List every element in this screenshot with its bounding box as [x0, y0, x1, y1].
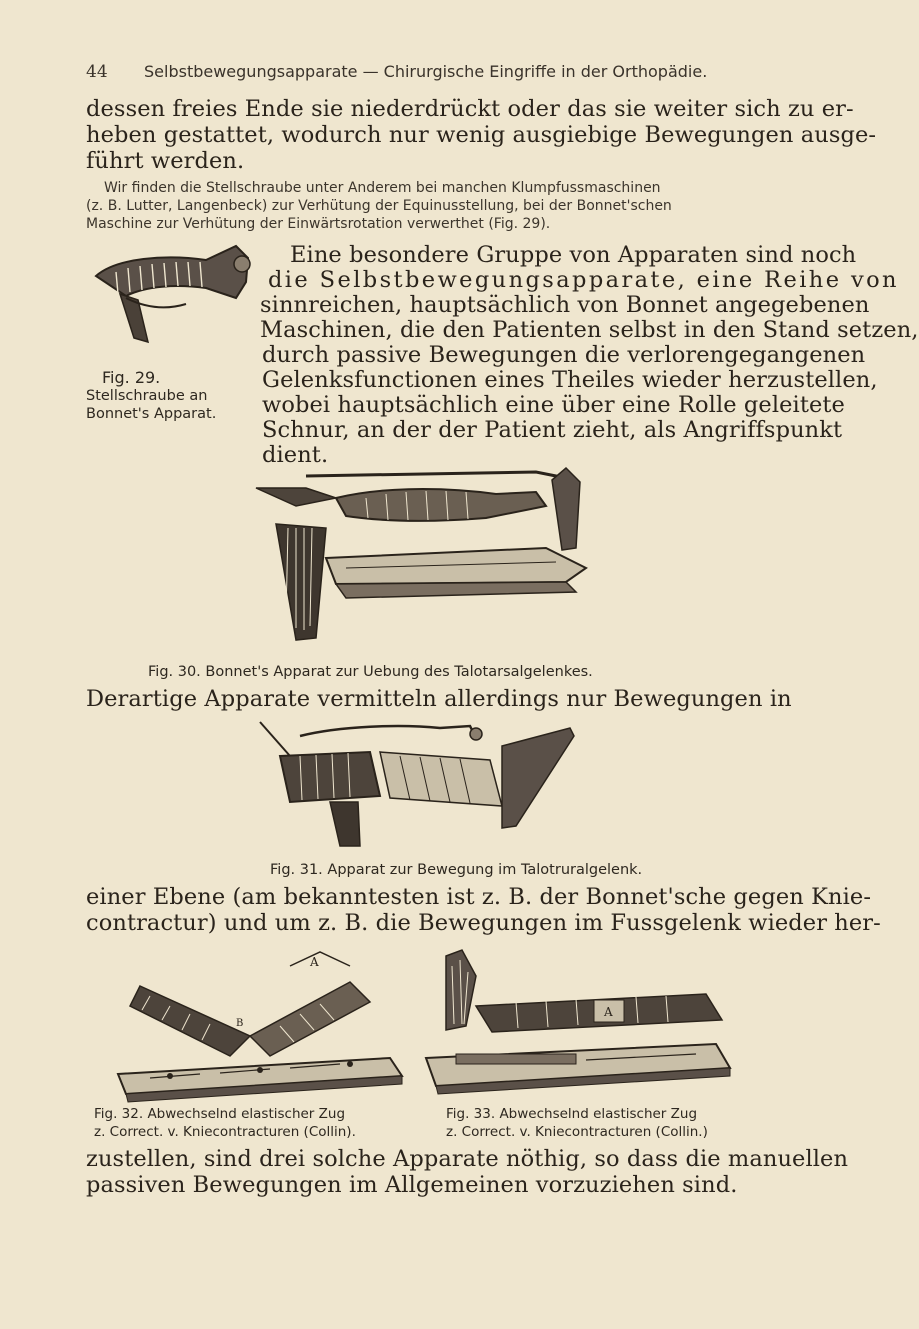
- para2-line-1: Eine besondere Gruppe von Apparaten sind noch: [290, 242, 857, 268]
- para4-line-2: passiven Bewegungen im Allgemeinen vorzuziehen sind.: [86, 1172, 738, 1198]
- note-line-1: Wir finden die Stellschraube unter Anderem bei manchen Klumpfussmaschinen: [104, 180, 661, 196]
- fig29-caption-2: Bonnet's Apparat.: [86, 406, 217, 422]
- page-number: 44: [86, 62, 108, 82]
- fig30-illustration: [236, 458, 596, 658]
- fig32-illustration: [110, 946, 410, 1104]
- para2-line-8: Schnur, an der der Patient zieht, als Angriffspunkt: [262, 417, 843, 443]
- fig33-label-a: A: [604, 1005, 613, 1019]
- fig33-illustration: [416, 946, 736, 1104]
- note-line-3: Maschine zur Verhütung der Einwärtsrotation verwerthet (Fig. 29).: [86, 216, 551, 232]
- para1-line-3: führt werden.: [86, 148, 245, 174]
- fig33-caption-1: Fig. 33. Abwechselnd elastischer Zug: [446, 1106, 698, 1122]
- running-title: Selbstbewegungsapparate — Chirurgische Eingriffe in der Orthopädie.: [144, 62, 708, 81]
- note-line-2: (z. B. Lutter, Langenbeck) zur Verhütung der Equinusstellung, bei der Bonnet'schen: [86, 198, 672, 214]
- fig29-caption-1: Stellschraube an: [86, 388, 208, 404]
- para3-line-1: einer Ebene (am bekanntesten ist z. B. der Bonnet'sche gegen Knie-: [86, 884, 872, 910]
- fig33-caption-2: z. Correct. v. Kniecontracturen (Collin.): [446, 1124, 708, 1140]
- fig32-caption-1: Fig. 32. Abwechselnd elastischer Zug: [94, 1106, 346, 1122]
- fig31-illustration: [240, 716, 580, 856]
- para3-line-2: contractur) und um z. B. die Bewegungen im Fussgelenk wieder her-: [86, 910, 881, 936]
- fig30-caption: Fig. 30. Bonnet's Apparat zur Uebung des Talotarsalgelenkes.: [148, 664, 593, 680]
- fig31-caption: Fig. 31. Apparat zur Bewegung im Talotruralgelenk.: [270, 862, 643, 878]
- para2-line-5: durch passive Bewegungen die verlorengegangenen: [262, 342, 866, 368]
- fig29-label: Fig. 29.: [102, 368, 161, 387]
- para4-line-1: zustellen, sind drei solche Apparate nöthig, so dass die manuellen: [86, 1146, 849, 1172]
- para2-line-6: Gelenksfunctionen eines Theiles wieder herzustellen,: [262, 367, 878, 393]
- fig32-label-a: A: [310, 955, 319, 969]
- para1-line-2: heben gestattet, wodurch nur wenig ausgiebige Bewegungen ausge-: [86, 122, 877, 148]
- para2-line-9: dient.: [262, 442, 329, 468]
- para1-line-1: dessen freies Ende sie niederdrückt oder das sie weiter sich zu er-: [86, 96, 854, 122]
- fig32-caption-2: z. Correct. v. Kniecontracturen (Collin).: [94, 1124, 356, 1140]
- mid-line: Derartige Apparate vermitteln allerdings nur Bewegungen in: [86, 686, 792, 712]
- fig29-illustration: [86, 238, 256, 368]
- para2-line-3: sinnreichen, hauptsächlich von Bonnet angegebenen: [260, 292, 870, 318]
- para2-line-7: wobei hauptsächlich eine über eine Rolle geleitete: [262, 392, 845, 418]
- para2-line-4: Maschinen, die den Patienten selbst in den Stand setzen,: [260, 317, 919, 343]
- fig32-label-b: B: [236, 1018, 244, 1029]
- para2-line-2: die Selbstbewegungsapparate, eine Reihe von: [268, 267, 899, 293]
